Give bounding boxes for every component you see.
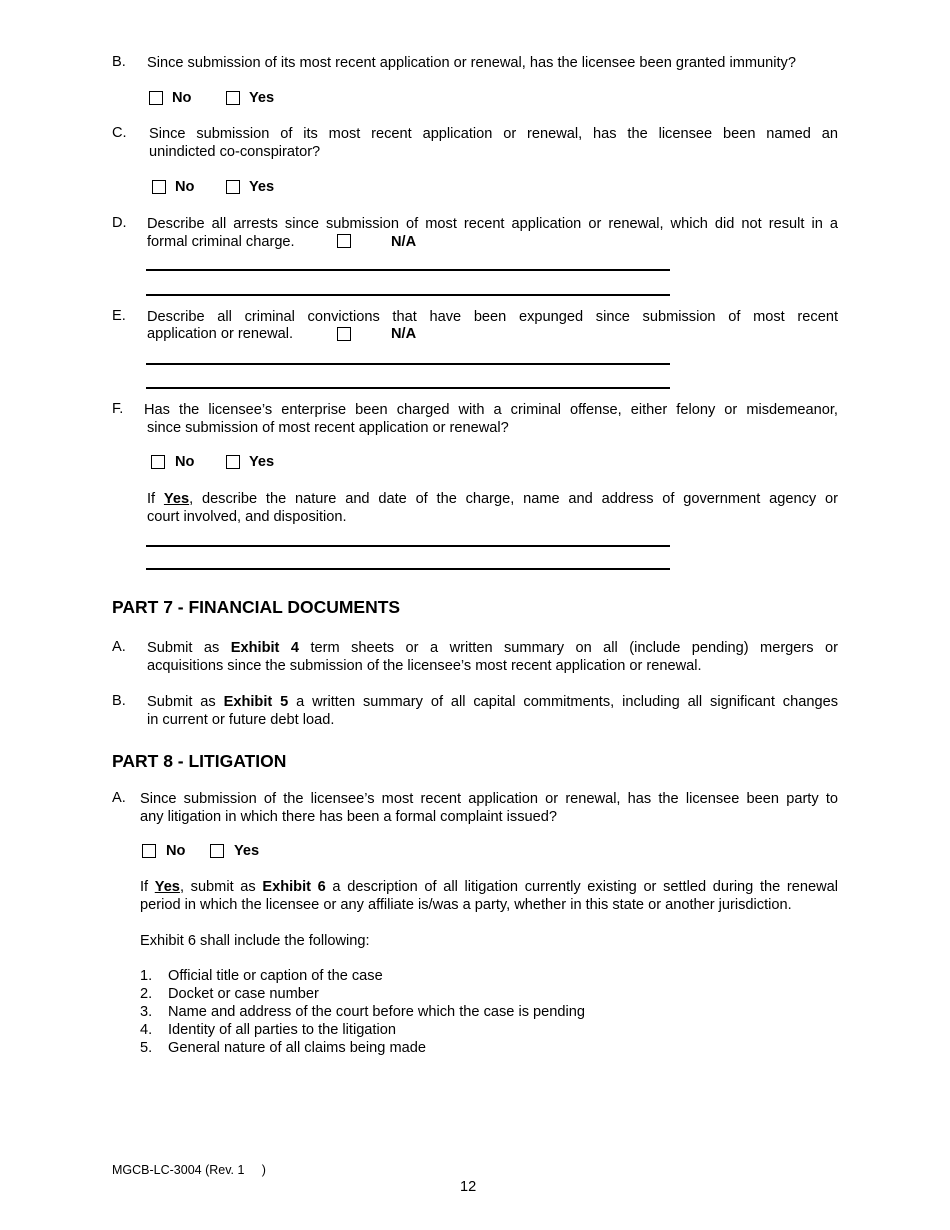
part8-a-yes-label: Yes — [234, 843, 260, 859]
question-c-line2: unindicted co-conspirator? — [149, 144, 321, 160]
question-f-line1: Has the licensee’s enterprise been charged with a criminal offense, either felony or misdemeanor, — [144, 402, 838, 418]
list-item-number: 4. — [140, 1022, 153, 1038]
question-f-no-label: No — [175, 454, 195, 470]
part8-a-no-checkbox[interactable] — [142, 844, 156, 858]
part7-b-label: B. — [112, 693, 126, 709]
part7-b-text — [147, 693, 838, 711]
part8-a-line1: Since submission of the licensee’s most recent application or renewal, has the licensee been party to — [140, 791, 838, 807]
part8-a-no-label: No — [166, 843, 186, 859]
question-f-no-checkbox[interactable] — [151, 455, 165, 469]
question-e-text — [147, 308, 838, 326]
form-id: MGCB-LC-3004 (Rev. 1 ) — [112, 1163, 266, 1177]
part7-a-line1: Submit as Exhibit 4 term sheets or a written summary on all (include pending) mergers or — [147, 640, 839, 656]
list-item: General nature of all claims being made — [168, 1040, 426, 1056]
question-f-line2: since submission of most recent application or renewal? — [147, 420, 509, 436]
list-item-number: 1. — [140, 968, 153, 984]
question-f-answer-line-2[interactable] — [146, 568, 670, 570]
question-e-answer-line-2[interactable] — [146, 387, 670, 389]
question-d-answer-line-1[interactable] — [146, 269, 670, 271]
part7-a-label: A. — [112, 639, 126, 655]
question-d-line1: Describe all arrests since submission of most recent application or renewal, which did not result in a — [147, 216, 838, 232]
question-e-na-label: N/A — [391, 326, 417, 342]
list-item: Official title or caption of the case — [168, 968, 383, 984]
question-c-yes-label: Yes — [249, 179, 275, 195]
question-f-yes-checkbox[interactable] — [226, 455, 240, 469]
part7-b-line1: Submit as Exhibit 5 a written summary of all capital commitments, including all significant changes — [147, 694, 838, 710]
question-c-label: C. — [112, 125, 127, 141]
question-d-na-checkbox[interactable] — [337, 234, 351, 248]
question-b-text: Since submission of its most recent application or renewal, has the licensee been granted immunity? — [147, 55, 796, 71]
part7-a-text — [147, 639, 838, 657]
question-f-text — [144, 401, 838, 419]
question-b-no-checkbox[interactable] — [149, 91, 163, 105]
question-e-line1: Describe all criminal convictions that have been expunged since submission of most recent — [147, 309, 838, 325]
list-item: Docket or case number — [168, 986, 319, 1002]
question-f-if-yes-line2: court involved, and disposition. — [147, 509, 347, 525]
question-b-no-label: No — [172, 90, 192, 106]
part8-a-line2: any litigation in which there has been a formal complaint issued? — [140, 809, 557, 825]
question-f-if-yes-text — [147, 490, 838, 508]
list-item: Identity of all parties to the litigation — [168, 1022, 396, 1038]
question-c-no-checkbox[interactable] — [152, 180, 166, 194]
question-d-answer-line-2[interactable] — [146, 294, 670, 296]
question-e-na-checkbox[interactable] — [337, 327, 351, 341]
part8-a-yes-checkbox[interactable] — [210, 844, 224, 858]
question-c-no-label: No — [175, 179, 195, 195]
question-c-yes-checkbox[interactable] — [226, 180, 240, 194]
list-item-number: 2. — [140, 986, 153, 1002]
part8-a-label: A. — [112, 790, 126, 806]
question-f-if-yes-line1: If Yes, describe the nature and date of the charge, name and address of government agency or — [147, 491, 838, 507]
question-d-text — [147, 215, 838, 233]
question-d-na-label: N/A — [391, 234, 417, 250]
part8-heading: PART 8 - LITIGATION — [112, 751, 287, 771]
question-e-answer-line-1[interactable] — [146, 363, 670, 365]
question-f-yes-label: Yes — [249, 454, 275, 470]
exhibit-4-label: Exhibit 4 — [230, 640, 299, 656]
question-f-answer-line-1[interactable] — [146, 545, 670, 547]
exhibit-6-intro: Exhibit 6 shall include the following: — [140, 933, 370, 949]
question-f-label: F. — [112, 401, 124, 417]
question-b-label: B. — [112, 54, 126, 70]
part7-a-line2: acquisitions since the submission of the licensee’s most recent application or renewal. — [147, 658, 702, 674]
list-item-number: 5. — [140, 1040, 153, 1056]
question-c-line1: Since submission of its most recent application or renewal, has the licensee been named an — [149, 126, 838, 142]
part7-b-line2: in current or future debt load. — [147, 712, 335, 728]
question-b-yes-checkbox[interactable] — [226, 91, 240, 105]
list-item-number: 3. — [140, 1004, 153, 1020]
question-c-text — [149, 125, 838, 161]
question-e-label: E. — [112, 308, 126, 324]
question-b-yes-label: Yes — [249, 90, 275, 106]
question-d-label: D. — [112, 215, 127, 231]
part8-a-text — [140, 790, 838, 808]
list-item: Name and address of the court before which the case is pending — [168, 1004, 585, 1020]
part8-a-if-yes-text — [140, 878, 838, 896]
exhibit-6-label: Exhibit 6 — [262, 879, 326, 895]
exhibit-5-label: Exhibit 5 — [223, 694, 289, 710]
question-d-line2: formal criminal charge. — [147, 234, 295, 250]
part7-heading: PART 7 - FINANCIAL DOCUMENTS — [112, 597, 401, 617]
page-number: 12 — [460, 1179, 477, 1195]
part8-a-if-yes-line2: period in which the licensee or any affiliate is/was a party, whether in this state or another jurisdiction. — [140, 897, 792, 913]
part8-a-if-yes-line1: If Yes, submit as Exhibit 6 a description of all litigation currently existing or settled during the renewal — [140, 879, 838, 895]
question-e-line2: application or renewal. — [147, 326, 294, 342]
